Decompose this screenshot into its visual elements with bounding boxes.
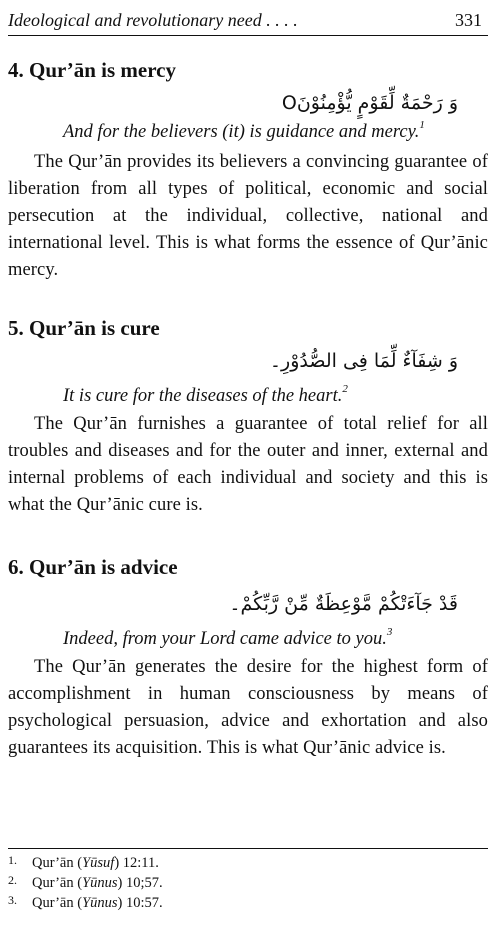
footnote-number: 3. (8, 893, 17, 907)
footnote-item (8, 873, 488, 893)
footnote-mark[interactable]: 1 (419, 118, 425, 131)
arabic-verse: وَ شِفَآءٌ لِّمَا فِى الصُّدُوْرِ۔ (269, 350, 458, 372)
footnote-reference: Qur’ān (Yūsuf) 12:11. (32, 855, 159, 871)
section-cure (8, 314, 488, 519)
section-heading: 4. Qur’ān is mercy (8, 58, 176, 82)
section-heading: 5. Qur’ān is cure (8, 316, 160, 340)
running-header (8, 10, 488, 36)
footnote-number: 2. (8, 873, 17, 887)
arabic-verse: وَ رَحْمَةٌ لِّقَوْمٍ يُّؤْمِنُوْنَO (281, 92, 458, 114)
arabic-verse: قَدْ جَآءَتْكُمْ مَّوْعِظَةٌ مِّنْ رَّبِّكُمْ۔ (229, 593, 458, 615)
verse-translation: And for the believers (it) is guidance and mercy.$^1$ (63, 118, 425, 142)
section-mercy (8, 56, 488, 284)
body-paragraph: The Qur’ān provides its believers a convincing guarantee of liberation from all types of political, economic and social persecution at the individual, collective, national and international level. This is what forms the essence of Qur’ānic mercy. (8, 152, 488, 280)
verse-translation: It is cure for the diseases of the heart.$^2$ (63, 382, 348, 406)
footnote-mark[interactable]: 2 (342, 382, 348, 395)
body-paragraph: The Qur’ān furnishes a guarantee of total relief for all troubles and diseases and for the outer and inner, external and internal problems of each individual and society and this is what the Qur’ānic cure is. (8, 414, 488, 515)
footnote-reference: Qur’ān (Yūnus) 10;57. (32, 875, 163, 891)
running-title: Ideological and revolutionary need . . . . (8, 10, 298, 30)
footnote-mark[interactable]: 3 (386, 625, 393, 638)
section-heading: 6. Qur’ān is advice (8, 555, 178, 579)
page-number: 331 (455, 10, 482, 30)
footnotes (8, 848, 488, 913)
footnote-item (8, 893, 488, 913)
footnote-reference: Qur’ān (Yūnus) 10:57. (32, 895, 163, 911)
body-paragraph: The Qur’ān generates the desire for the highest form of accomplishment in human consciousness by means of psychological persuasion, advice and exhortation and also guarantees its acquisition. This is what Qur’ānic advice is. (8, 657, 488, 758)
footnote-number: 1. (8, 853, 17, 867)
section-advice (8, 553, 488, 762)
footnote-item (8, 853, 488, 873)
verse-translation: Indeed, from your Lord came advice to you.$^3$ (63, 625, 393, 649)
